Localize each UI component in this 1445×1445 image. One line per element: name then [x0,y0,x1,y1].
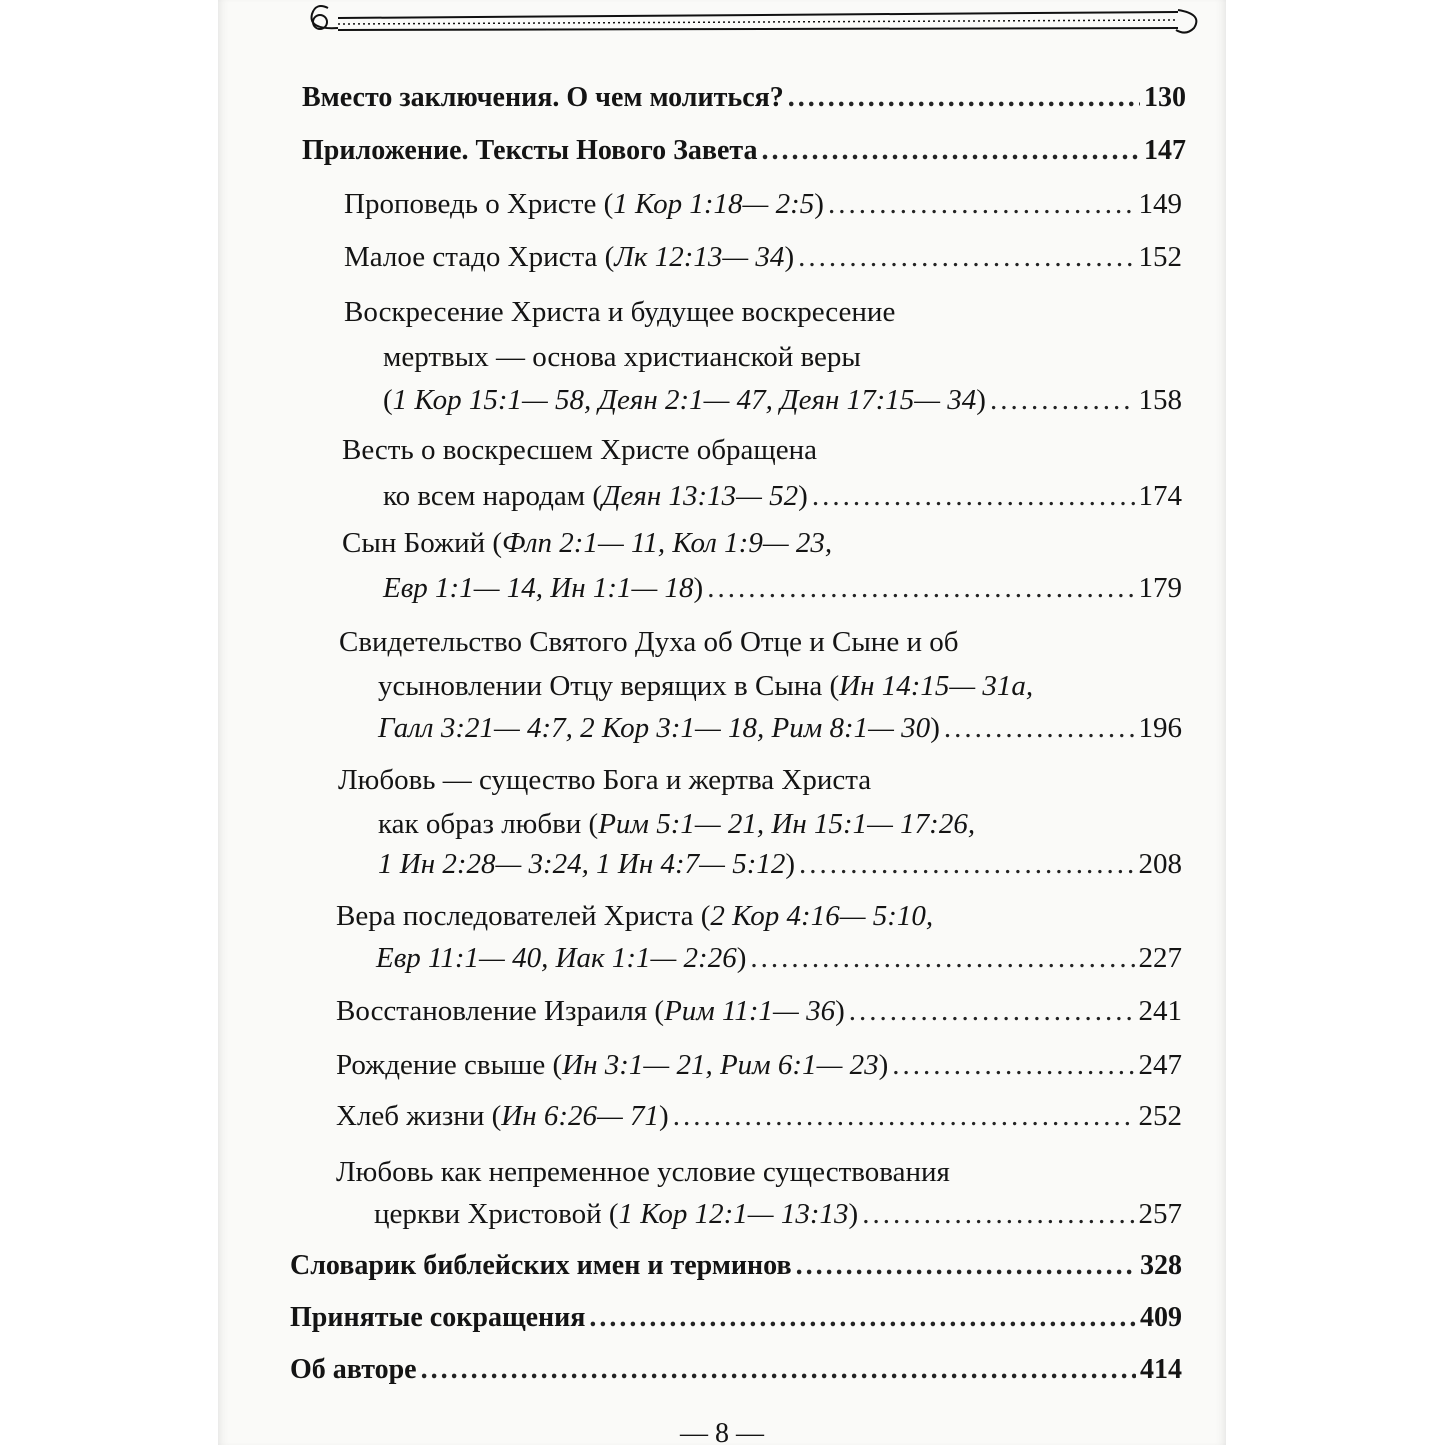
toc-entry: Приложение. Тексты Нового Завета ..... 147 [302,131,1186,171]
book-page [218,0,1226,1445]
toc-entry: Евр 1:1— 14, Ин 1:1— 18) ..... 179 [383,568,1182,608]
toc-entry-line: Любовь — существо Бога и жертва Христа [338,764,872,796]
toc-entry: Евр 11:1— 40, Иак 1:1— 2:26) ..... 227 [376,938,1182,978]
toc-entry: Хлеб жизни (Ин 6:26— 71) ..... 252 [336,1096,1182,1136]
toc-entry: Принятые сокращения ..... 409 [290,1298,1182,1338]
toc-entry: (1 Кор 15:1— 58, Деян 2:1— 47, Деян 17:15— 34) ..... 158 [383,380,1182,420]
toc-entry-line: Сын Божий (Флп 2:1— 11, Кол 1:9— 23, [342,527,833,559]
toc-entry: Малое стадо Христа (Лк 12:13— 34) ..... 152 [344,237,1182,277]
page-number: — 8 — [680,1418,764,1445]
toc-entry: церкви Христовой (1 Кор 12:1— 13:13) ..... 257 [374,1194,1182,1234]
toc-entry-line: Любовь как непременное условие существования [336,1156,950,1188]
toc-entry: Рождение свыше (Ин 3:1— 21, Рим 6:1— 23) ..... 247 [336,1045,1182,1085]
toc-entry-line: Воскресение Христа и будущее воскресение [344,296,896,328]
toc-entry-line: как образ любви (Рим 5:1— 21, Ин 15:1— 17:26, [378,808,976,840]
toc-entry-line: Вера последователей Христа (2 Кор 4:16— 5:10, [336,900,934,932]
toc-entry: 1 Ин 2:28— 3:24, 1 Ин 4:7— 5:12) ..... 208 [378,844,1182,884]
table-of-contents [218,0,1226,1445]
toc-entry: Восстановление Израиля (Рим 11:1— 36) ..... 241 [336,991,1182,1031]
toc-entry: ко всем народам (Деян 13:13— 52) ..... 174 [383,476,1182,516]
toc-entry: Об авторе ..... 414 [290,1350,1182,1390]
toc-entry: Словарик библейских имен и терминов ..... 328 [290,1246,1182,1286]
toc-entry-line: усыновлении Отцу верящих в Сына (Ин 14:15— 31а, [378,670,1034,702]
toc-entry-line: мертвых — основа христианской веры [383,341,861,373]
toc-entry: Проповедь о Христе (1 Кор 1:18— 2:5) ..... 149 [344,184,1182,224]
toc-entry: Вместо заключения. О чем молиться? ..... 130 [302,78,1186,118]
toc-entry-line: Весть о воскресшем Христе обращена [342,434,818,466]
toc-entry: Галл 3:21— 4:7, 2 Кор 3:1— 18, Рим 8:1— 30) ..... 196 [378,708,1182,748]
toc-entry-line: Свидетельство Святого Духа об Отце и Сыне и об [339,626,959,658]
